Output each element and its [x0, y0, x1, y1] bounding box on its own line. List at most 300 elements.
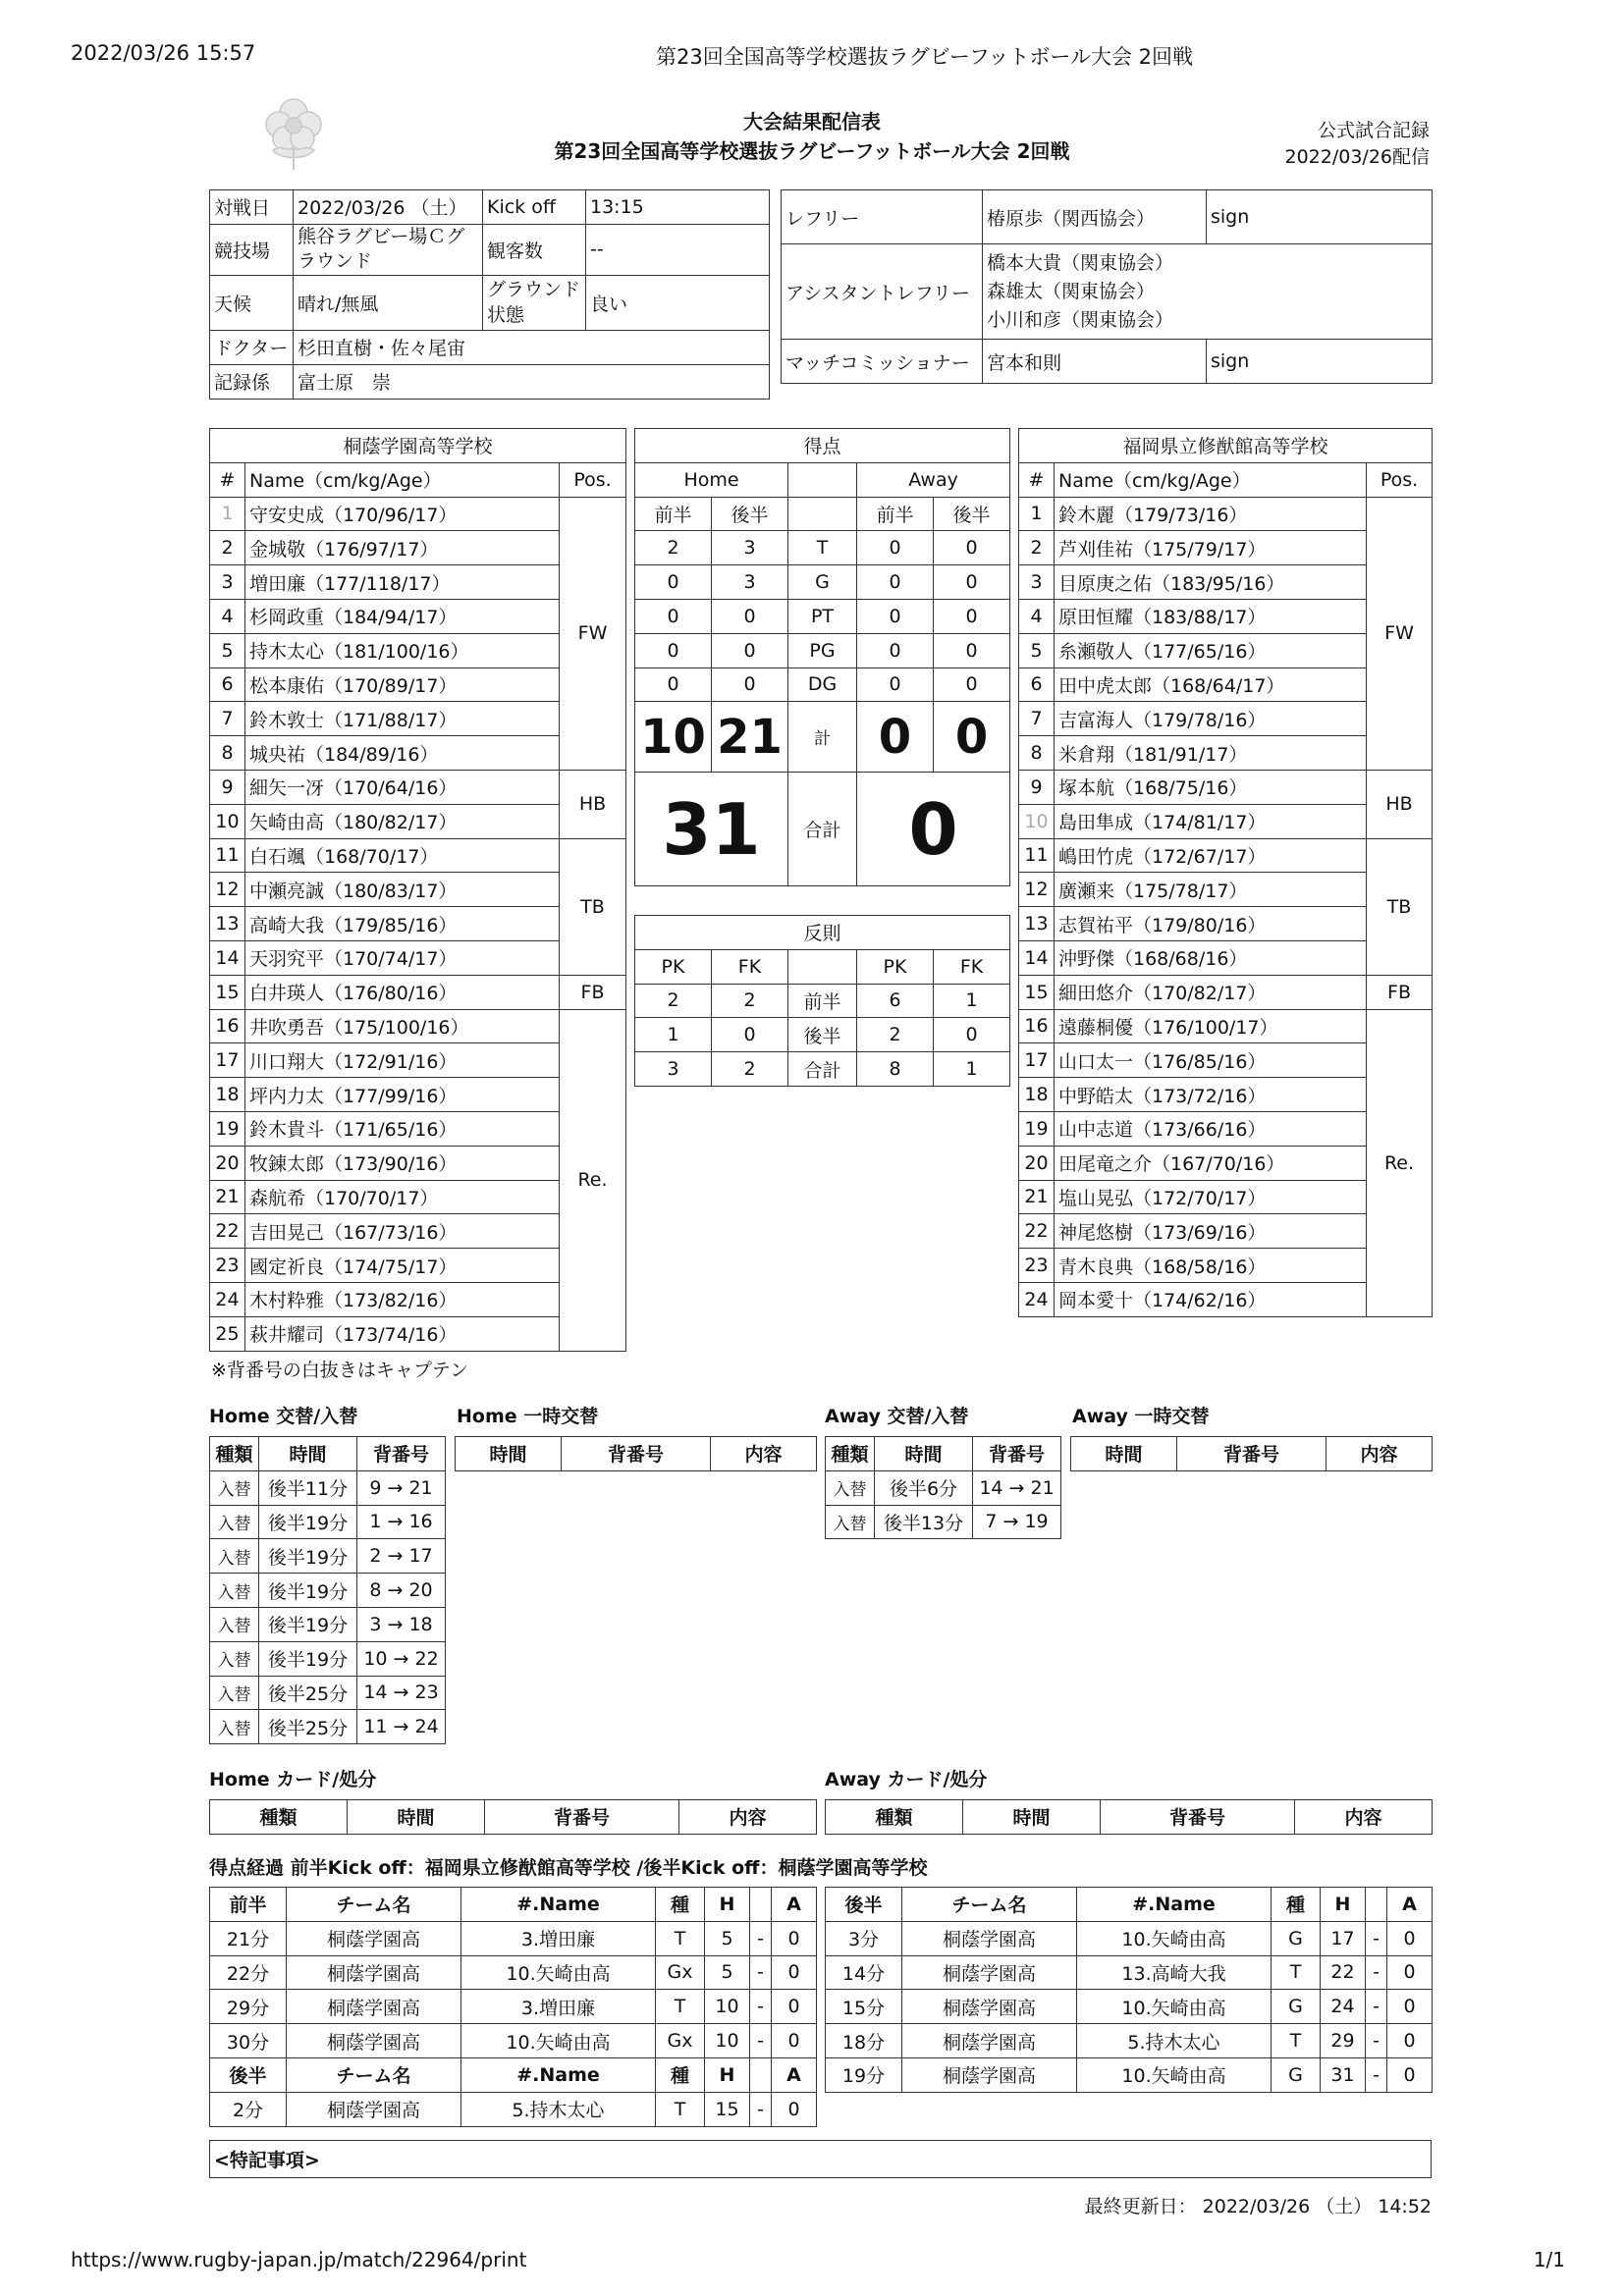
away-pk-header: PK — [857, 949, 934, 984]
player-name: 鈴木敦士（171/88/17） — [245, 702, 560, 736]
player-name: 高崎大我（179/85/16） — [245, 907, 560, 941]
col-time: 時間 — [875, 1437, 973, 1471]
event-dash: - — [750, 2024, 772, 2058]
notes-label: <特記事項> — [210, 2141, 1432, 2178]
score-cell: 0 — [857, 633, 934, 667]
event-h: 10 — [705, 2024, 750, 2058]
last-updated: 最終更新日： 2022/03/26 （土） 14:52 — [1084, 2196, 1432, 2217]
away-roster-table — [1018, 428, 1433, 1317]
col-time: 時間 — [259, 1437, 357, 1471]
player-number: 17 — [210, 1043, 245, 1078]
penalty-table — [634, 915, 1010, 1087]
player-name: 城央祐（184/89/16） — [245, 736, 560, 771]
delivered-date: 2022/03/26配信 — [1284, 146, 1430, 168]
away-second-half-header: 後半 — [934, 497, 1010, 531]
col-content: 内容 — [1295, 1800, 1433, 1835]
player-name: 矢崎由高（180/82/17） — [245, 804, 560, 838]
player-number: 17 — [1019, 1043, 1055, 1078]
score-cell: PT — [788, 599, 857, 633]
player-name: 松本康佑（170/89/17） — [245, 667, 560, 702]
player-name: 山中志道（173/66/16） — [1055, 1111, 1367, 1146]
ar-1: 橋本大貴（関東協会） — [987, 251, 1174, 274]
score-cell: 0 — [934, 565, 1010, 600]
col-name: Name（cm/kg/Age） — [245, 462, 560, 497]
col-pos: Pos. — [1367, 462, 1433, 497]
away-cards-table — [825, 1799, 1433, 1835]
col-player: #.Name — [461, 1888, 656, 1922]
player-name: 細田悠介（170/82/17） — [1055, 975, 1367, 1009]
score-cell: 0 — [857, 531, 934, 565]
player-number: 4 — [1019, 599, 1055, 633]
sub-type: 入替 — [826, 1470, 875, 1505]
penalty-cell: 0 — [934, 1018, 1010, 1052]
col-content: 内容 — [711, 1437, 817, 1471]
match-info-table — [209, 189, 770, 400]
col-h: H — [705, 2057, 750, 2092]
score-event-row — [826, 1921, 1433, 1955]
sub-numbers: 8 → 20 — [357, 1574, 446, 1608]
player-row — [210, 497, 626, 531]
player-name: 持木太心（181/100/16） — [245, 633, 560, 667]
penalty-cell: 合計 — [788, 1052, 857, 1087]
event-a: 0 — [772, 2092, 817, 2126]
score-row — [635, 531, 1010, 565]
player-number: 20 — [210, 1146, 245, 1180]
score-event-row — [210, 1955, 817, 1990]
col-second-half: 後半 — [210, 2057, 287, 2092]
col-first-half: 前半 — [210, 1888, 287, 1922]
officials-table — [781, 189, 1433, 384]
player-number: 7 — [210, 702, 245, 736]
home-first-half-header: 前半 — [635, 497, 712, 531]
score-table — [634, 428, 1010, 886]
scoring-process-title: 得点経過 前半Kick off：福岡県立修猷館高等学校 /後半Kick off：桐蔭学園高等学校 — [209, 1857, 928, 1879]
recorder: 富士原 崇 — [294, 364, 770, 399]
player-number: 4 — [210, 599, 245, 633]
col-kind: 種 — [656, 2057, 705, 2092]
event-time: 29分 — [210, 1990, 287, 2024]
venue: 熊谷ラグビー場Ｃグラウンド — [294, 224, 483, 275]
event-a: 0 — [1387, 1921, 1433, 1955]
player-number: 19 — [1019, 1111, 1055, 1146]
event-time: 3分 — [826, 1921, 902, 1955]
ar-2: 森雄太（関東協会） — [987, 280, 1156, 302]
event-h: 17 — [1321, 1921, 1366, 1955]
sub-time: 後半13分 — [875, 1505, 973, 1539]
player-number: 21 — [1019, 1180, 1055, 1214]
penalty-cell: 後半 — [788, 1018, 857, 1052]
score-event-row — [210, 2092, 817, 2126]
match-date: 2022/03/26 （土） — [294, 190, 483, 225]
player-number: 9 — [1019, 770, 1055, 804]
player-number: 1 — [210, 497, 245, 531]
event-h: 5 — [705, 1955, 750, 1990]
sub-time: 後半6分 — [875, 1470, 973, 1505]
event-h: 31 — [1321, 2057, 1366, 2092]
player-number: 9 — [210, 770, 245, 804]
away-subs-title: Away 交替/入替 — [825, 1406, 969, 1427]
player-number: 24 — [210, 1282, 245, 1316]
score-cell: 0 — [635, 565, 712, 600]
score-event-row — [826, 1990, 1433, 2024]
penalty-row — [635, 984, 1010, 1018]
player-name: 嶋田竹虎（172/67/17） — [1055, 838, 1367, 873]
event-team: 桐蔭学園高 — [287, 2024, 461, 2058]
player-name: 吉田晃己（167/73/16） — [245, 1214, 560, 1249]
player-name: 遠藤桐優（176/100/17） — [1055, 1009, 1367, 1043]
event-time: 19分 — [826, 2057, 902, 2092]
sub-numbers: 1 → 16 — [357, 1505, 446, 1539]
event-a: 0 — [772, 1990, 817, 2024]
attendance: -- — [586, 224, 770, 275]
event-k: T — [656, 2092, 705, 2126]
col-a: A — [1387, 1888, 1433, 1922]
event-k: Gx — [656, 1955, 705, 1990]
event-time: 18分 — [826, 2024, 902, 2058]
col-number: 背番号 — [1101, 1800, 1295, 1835]
sub-time: 後半19分 — [259, 1607, 357, 1641]
event-a: 0 — [1387, 2024, 1433, 2058]
event-team: 桐蔭学園高 — [902, 1921, 1077, 1955]
event-a: 0 — [772, 1921, 817, 1955]
event-time: 21分 — [210, 1921, 287, 1955]
position-re: Re. — [1367, 1009, 1433, 1316]
player-number: 12 — [1019, 873, 1055, 907]
player-number: 6 — [1019, 667, 1055, 702]
score-away-header: Away — [857, 462, 1010, 497]
player-name: 木村粋雅（173/82/16） — [245, 1282, 560, 1316]
player-number: 11 — [210, 838, 245, 873]
event-time: 30分 — [210, 2024, 287, 2058]
home-first-half-score: 10 — [635, 702, 712, 773]
score-cell: 0 — [934, 599, 1010, 633]
score-cell: 0 — [934, 633, 1010, 667]
player-number: 7 — [1019, 702, 1055, 736]
event-k: T — [656, 1990, 705, 2024]
sub-type: 入替 — [210, 1607, 259, 1641]
event-dash: - — [1366, 1921, 1387, 1955]
col-pos: Pos. — [560, 462, 626, 497]
player-number: 20 — [1019, 1146, 1055, 1180]
player-name: 吉富海人（179/78/16） — [1055, 702, 1367, 736]
player-row — [1019, 1009, 1433, 1043]
col-kind: 種 — [656, 1888, 705, 1922]
score-row — [635, 633, 1010, 667]
player-number: 12 — [210, 873, 245, 907]
event-dash: - — [750, 1955, 772, 1990]
player-number: 11 — [1019, 838, 1055, 873]
col-kind: 種 — [1272, 1888, 1321, 1922]
event-dash: - — [750, 1990, 772, 2024]
score-home-header: Home — [635, 462, 788, 497]
event-dash: - — [1366, 2024, 1387, 2058]
player-name: 鈴木貴斗（171/65/16） — [245, 1111, 560, 1146]
event-team: 桐蔭学園高 — [287, 1921, 461, 1955]
score-cell: 0 — [857, 565, 934, 600]
score-event-row — [210, 2024, 817, 2058]
event-time: 22分 — [210, 1955, 287, 1990]
match-commissioner: 宮本和則 — [983, 340, 1207, 384]
player-row — [210, 770, 626, 804]
sub-type: 入替 — [210, 1574, 259, 1608]
col-number: 背番号 — [973, 1437, 1061, 1471]
sub-type: 入替 — [210, 1505, 259, 1539]
sub-time: 後半25分 — [259, 1676, 357, 1710]
player-number: 24 — [1019, 1282, 1055, 1316]
event-time: 14分 — [826, 1955, 902, 1990]
player-name: 田中虎太郎（168/64/17） — [1055, 667, 1367, 702]
player-name: 糸瀬敬人（177/65/16） — [1055, 633, 1367, 667]
attendance-label: 観客数 — [483, 224, 586, 275]
event-dash: - — [1366, 2057, 1387, 2092]
event-team: 桐蔭学園高 — [287, 1990, 461, 2024]
position-hb: HB — [560, 770, 626, 838]
event-h: 10 — [705, 1990, 750, 2024]
player-number: 10 — [1019, 804, 1055, 838]
sub-type: 入替 — [210, 1470, 259, 1505]
sub-row — [210, 1539, 446, 1574]
player-row — [1019, 838, 1433, 873]
subtotal-row — [635, 702, 1010, 773]
penalty-cell: 2 — [712, 984, 788, 1018]
ground-condition: 良い — [586, 276, 770, 331]
event-h: 24 — [1321, 1990, 1366, 2024]
ar-3: 小川和彦（関東協会） — [987, 308, 1174, 331]
penalty-cell: 1 — [635, 1018, 712, 1052]
sub-numbers: 10 → 22 — [357, 1641, 446, 1676]
home-roster-table — [209, 428, 626, 1352]
scoring-second-half-table — [825, 1887, 1433, 2093]
player-name: 沖野傑（168/68/16） — [1055, 940, 1367, 975]
col-player: #.Name — [1077, 1888, 1272, 1922]
position-fw: FW — [560, 497, 626, 770]
kickoff-label: Kick off — [483, 190, 586, 225]
event-h: 22 — [1321, 1955, 1366, 1990]
home-fk-header: FK — [712, 949, 788, 984]
home-cards-title: Home カード/処分 — [209, 1769, 377, 1790]
penalty-cell: 1 — [934, 1052, 1010, 1087]
player-number: 16 — [210, 1009, 245, 1043]
away-total-score: 0 — [857, 773, 1010, 886]
sub-time: 後半19分 — [259, 1505, 357, 1539]
ground-label: グラウンド状態 — [483, 276, 586, 331]
notes-table — [209, 2140, 1432, 2178]
second-half-header-row — [210, 2057, 817, 2092]
event-name: 5.持木太心 — [1077, 2024, 1272, 2058]
player-name: 島田隼成（174/81/17） — [1055, 804, 1367, 838]
event-h: 29 — [1321, 2024, 1366, 2058]
player-name: 國定祈良（174/75/17） — [245, 1249, 560, 1283]
doctor: 杉田直樹・佐々尾宙 — [294, 331, 770, 365]
score-row — [635, 667, 1010, 702]
player-number: 6 — [210, 667, 245, 702]
away-cards-title: Away カード/処分 — [825, 1769, 988, 1790]
score-cell: 0 — [857, 667, 934, 702]
event-k: G — [1272, 1990, 1321, 2024]
print-title: 第23回全国高等学校選抜ラグビーフットボール大会 2回戦 — [656, 45, 1193, 69]
score-row — [635, 565, 1010, 600]
sub-row — [826, 1470, 1061, 1505]
col-team: チーム名 — [287, 1888, 461, 1922]
sub-time: 後半19分 — [259, 1539, 357, 1574]
position-re: Re. — [560, 1009, 626, 1351]
score-cell: G — [788, 565, 857, 600]
player-name: 中野皓太（173/72/16） — [1055, 1078, 1367, 1112]
player-name: 廣瀬来（175/78/17） — [1055, 873, 1367, 907]
event-name: 10.矢崎由高 — [1077, 2057, 1272, 2092]
event-time: 15分 — [826, 1990, 902, 2024]
event-k: Gx — [656, 2024, 705, 2058]
penalty-row — [635, 1052, 1010, 1087]
event-name: 5.持木太心 — [461, 2092, 656, 2126]
score-event-row — [826, 2024, 1433, 2058]
player-number: 13 — [210, 907, 245, 941]
event-a: 0 — [772, 1955, 817, 1990]
sub-numbers: 11 → 24 — [357, 1710, 446, 1744]
sub-row — [210, 1641, 446, 1676]
print-datetime: 2022/03/26 15:57 — [71, 41, 256, 65]
home-second-half-header: 後半 — [712, 497, 788, 531]
event-name: 10.矢崎由高 — [461, 1955, 656, 1990]
col-type: 種類 — [826, 1800, 963, 1835]
col-content: 内容 — [1326, 1437, 1433, 1471]
sub-type: 入替 — [210, 1676, 259, 1710]
sub-numbers: 9 → 21 — [357, 1470, 446, 1505]
event-dash: - — [750, 1921, 772, 1955]
col-number: 背番号 — [485, 1800, 679, 1835]
home-total-score: 31 — [635, 773, 788, 886]
penalty-cell: 2 — [712, 1052, 788, 1087]
player-number: 2 — [1019, 531, 1055, 565]
penalty-cell: 2 — [635, 984, 712, 1018]
player-name: 天羽究平（170/74/17） — [245, 940, 560, 975]
home-team-name: 桐蔭学園高等学校 — [210, 429, 626, 463]
doc-title: 大会結果配信表 — [743, 110, 881, 133]
home-subs-title: Home 交替/入替 — [209, 1406, 358, 1427]
event-team: 桐蔭学園高 — [287, 1955, 461, 1990]
col-a: A — [772, 1888, 817, 1922]
player-number: 22 — [210, 1214, 245, 1249]
home-cards-table — [209, 1799, 817, 1835]
event-team: 桐蔭学園高 — [902, 1955, 1077, 1990]
player-row — [210, 1009, 626, 1043]
away-first-half-header: 前半 — [857, 497, 934, 531]
player-number: 23 — [1019, 1249, 1055, 1283]
kickoff-time: 13:15 — [586, 190, 770, 225]
sub-numbers: 3 → 18 — [357, 1607, 446, 1641]
score-cell: DG — [788, 667, 857, 702]
sub-row — [826, 1505, 1061, 1539]
player-row — [1019, 975, 1433, 1009]
player-number: 18 — [210, 1078, 245, 1112]
sub-numbers: 14 → 21 — [973, 1470, 1061, 1505]
player-name: 芦刈佳祐（175/79/17） — [1055, 531, 1367, 565]
event-team: 桐蔭学園高 — [902, 2057, 1077, 2092]
sub-row — [210, 1710, 446, 1744]
score-cell: 0 — [635, 667, 712, 702]
penalty-cell: 1 — [934, 984, 1010, 1018]
sub-row — [210, 1470, 446, 1505]
event-team: 桐蔭学園高 — [902, 2024, 1077, 2058]
penalty-title: 反則 — [635, 916, 1010, 950]
score-cell: T — [788, 531, 857, 565]
player-number: 18 — [1019, 1078, 1055, 1112]
home-second-half-score: 21 — [712, 702, 788, 773]
position-fw: FW — [1367, 497, 1433, 770]
player-row — [1019, 770, 1433, 804]
event-team: 桐蔭学園高 — [287, 2092, 461, 2126]
col-a: A — [772, 2057, 817, 2092]
player-name: 増田廉（177/118/17） — [245, 565, 560, 600]
event-name: 10.矢崎由高 — [1077, 1921, 1272, 1955]
subtotal-label: 計 — [788, 702, 857, 773]
player-number: 1 — [1019, 497, 1055, 531]
score-cell: 0 — [712, 633, 788, 667]
score-cell: 3 — [712, 531, 788, 565]
player-number: 2 — [210, 531, 245, 565]
player-number: 5 — [210, 633, 245, 667]
col-h: H — [1321, 1888, 1366, 1922]
event-a: 0 — [772, 2024, 817, 2058]
event-h: 5 — [705, 1921, 750, 1955]
date-label: 対戦日 — [210, 190, 294, 225]
player-number: 3 — [1019, 565, 1055, 600]
event-name: 13.高崎大我 — [1077, 1955, 1272, 1990]
player-row — [210, 975, 626, 1009]
col-team: チーム名 — [287, 2057, 461, 2092]
player-number: 3 — [210, 565, 245, 600]
home-subs-table — [209, 1436, 446, 1744]
penalty-cell: 3 — [635, 1052, 712, 1087]
player-name: 岡本愛十（174/62/16） — [1055, 1282, 1367, 1316]
page-url[interactable]: https://www.rugby-japan.jp/match/22964/print — [71, 2248, 527, 2271]
penalty-cell: 0 — [712, 1018, 788, 1052]
col-content: 内容 — [679, 1800, 817, 1835]
player-number: 25 — [210, 1316, 245, 1351]
player-name: 目原庚之佑（183/95/16） — [1055, 565, 1367, 600]
sub-type: 入替 — [826, 1505, 875, 1539]
total-row — [635, 773, 1010, 886]
event-k: T — [1272, 2024, 1321, 2058]
player-name: 中瀬亮誠（180/83/17） — [245, 873, 560, 907]
col-player: #.Name — [461, 2057, 656, 2092]
sub-numbers: 7 → 19 — [973, 1505, 1061, 1539]
col-type: 種類 — [210, 1437, 259, 1471]
mc-sign: sign — [1207, 340, 1433, 384]
sub-numbers: 14 → 23 — [357, 1676, 446, 1710]
player-number: 8 — [1019, 736, 1055, 771]
col-time: 時間 — [1071, 1437, 1177, 1471]
away-first-half-score: 0 — [857, 702, 934, 773]
sub-time: 後半11分 — [259, 1470, 357, 1505]
col-team: チーム名 — [902, 1888, 1077, 1922]
event-name: 10.矢崎由高 — [1077, 1990, 1272, 2024]
player-number: 8 — [210, 736, 245, 771]
event-dash: - — [750, 2092, 772, 2126]
player-name: 細矢一冴（170/64/16） — [245, 770, 560, 804]
sub-row — [210, 1607, 446, 1641]
home-pk-header: PK — [635, 949, 712, 984]
player-name: 白井瑛人（176/80/16） — [245, 975, 560, 1009]
away-fk-header: FK — [934, 949, 1010, 984]
penalty-row — [635, 1018, 1010, 1052]
away-team-name: 福岡県立修猷館高等学校 — [1019, 429, 1433, 463]
sub-type: 入替 — [210, 1710, 259, 1744]
event-dash: - — [1366, 1955, 1387, 1990]
position-fb: FB — [560, 975, 626, 1009]
player-name: 守安史成（170/96/17） — [245, 497, 560, 531]
player-name: 牧錬太郎（173/90/16） — [245, 1146, 560, 1180]
